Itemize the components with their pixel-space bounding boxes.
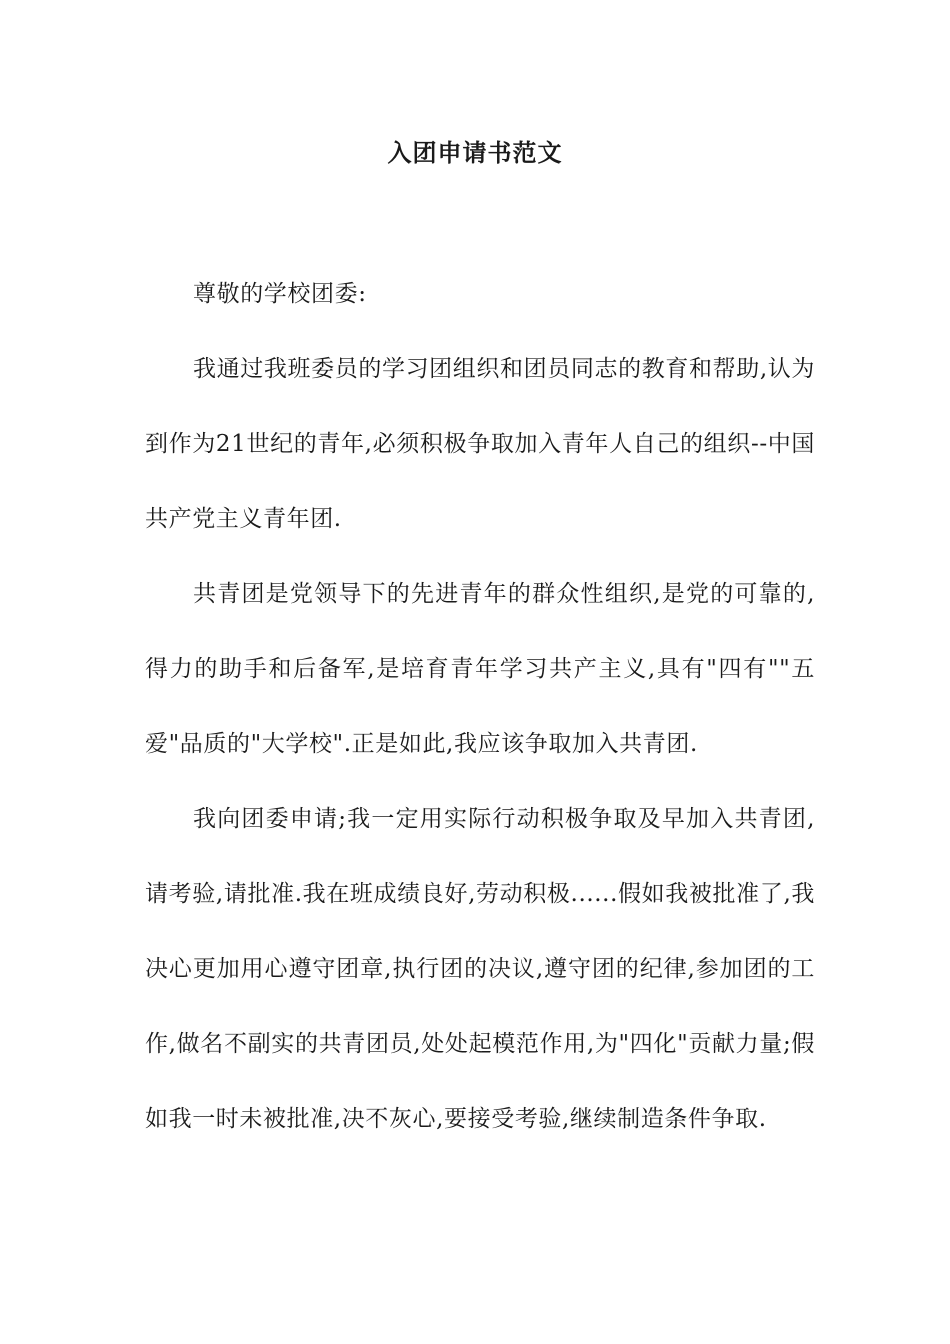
paragraph-1: 我通过我班委员的学习团组织和团员同志的教育和帮助,认为到作为21世纪的青年,必须积极争取加入青年人自己的组织--中国共产党主义青年团. bbox=[145, 356, 815, 532]
document-title: 入团申请书范文 bbox=[387, 139, 563, 167]
paragraph-2: 共青团是党领导下的先进青年的群众性组织,是党的可靠的,得力的助手和后备军,是培育青年学习共产主义,具有"四有""五爱"品质的"大学校".正是如此,我应该争取加入共青团. bbox=[145, 581, 815, 757]
salutation: 尊敬的学校团委: bbox=[193, 281, 367, 307]
document-body bbox=[145, 257, 815, 1157]
paragraph-3: 我向团委申请;我一定用实际行动积极争取及早加入共青团,请考验,请批准.我在班成绩良好,劳动积极......假如我被批准了,我决心更加用心遵守团章,执行团的决议,遵守团的纪律,参加团的工作,做名不副实的共青团员,处处起模范作用,为"四化"贡献力量;假如我一时未被批准,决不灰心,要接受考验,继续制造条件争取. bbox=[145, 806, 815, 1132]
